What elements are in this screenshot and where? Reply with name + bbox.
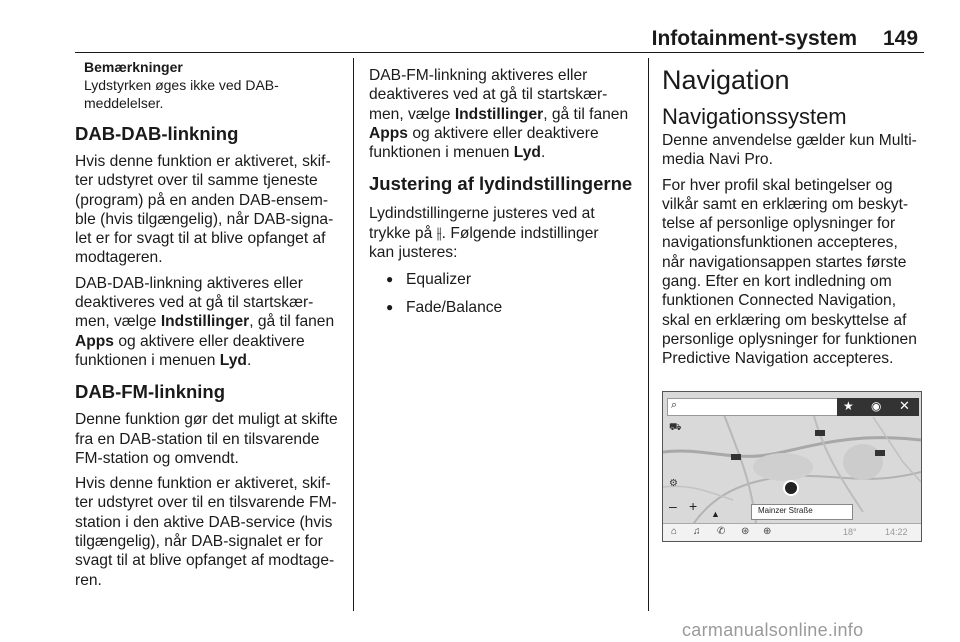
- favorites-star-icon[interactable]: ★: [843, 399, 854, 413]
- text-line: funktionen i menuen Lyd.: [75, 351, 252, 369]
- heading-dab-dab-linking: DAB-DAB-linkning: [75, 123, 239, 144]
- current-street-box: [751, 504, 853, 520]
- text-line: vilkår samt en erklæring om beskyt-: [662, 195, 909, 213]
- text-line: svagt til at blive opfanget af modtage-: [75, 552, 335, 570]
- poi-marker: [731, 454, 741, 460]
- text-line: ter udstyret over til samme tjeneste: [75, 172, 318, 190]
- route-icon[interactable]: ⛟: [669, 422, 682, 433]
- text-line: FM-station og omvendt.: [75, 449, 239, 467]
- text-line: men, vælge Indstillinger, gå til fanen: [75, 313, 335, 331]
- text-line: (program) på en anden DAB-ensem-: [75, 191, 329, 209]
- heading-dab-fm-linking: DAB-FM-linkning: [75, 381, 226, 403]
- text-line: DAB-FM-linkning aktiveres eller: [369, 67, 588, 84]
- menu-term: Indstillinger: [160, 313, 250, 331]
- settings-gear-icon[interactable]: ⚙: [669, 478, 678, 489]
- text-line: deaktiveres ved at gå til startskær-: [369, 86, 608, 104]
- text-line: trykke på ⫲. Følgende indstillinger: [369, 224, 599, 242]
- text-line: Denne funktion gør det muligt at skifte: [75, 411, 338, 429]
- text-line: For hver profil skal betingelser og: [662, 176, 893, 194]
- column-divider-1: [353, 58, 354, 611]
- page-number: 149: [883, 27, 919, 50]
- paragraph: [369, 66, 641, 162]
- heading-sound-settings: Justering af lydindstillingerne: [369, 173, 633, 195]
- temperature-readout: 18°: [843, 527, 857, 537]
- sound-settings-icon: ⫲: [436, 224, 442, 242]
- search-input[interactable]: [667, 398, 839, 416]
- text-line: når navigationsappen startes første: [662, 253, 907, 271]
- text-line: Denne anvendelse gælder kun Multi-: [662, 132, 917, 149]
- text-line: fra en DAB-station til en tilsvarende: [75, 430, 320, 448]
- poi-marker: [815, 430, 825, 436]
- menu-term: Lyd: [513, 144, 541, 162]
- text-line: skal en erklæring om beskyttelse af: [662, 311, 907, 329]
- column-divider-2: [648, 58, 649, 611]
- note-line: Lydstyrken øges ikke ved DAB-: [84, 77, 279, 93]
- menu-term: Indstillinger: [454, 105, 544, 123]
- phone-icon[interactable]: ✆: [717, 526, 726, 537]
- page-header-title: Infotainment-system: [651, 27, 857, 50]
- text-line: Predictive Navigation accepteres.: [662, 350, 894, 368]
- watermark: carmanualsonline.info: [682, 620, 864, 640]
- position-marker-icon: [783, 480, 799, 496]
- poi-marker: [875, 450, 885, 456]
- navigation-icon[interactable]: ⊛: [741, 526, 750, 537]
- clock-readout: 14:22: [885, 527, 908, 537]
- header-rule: [75, 52, 924, 53]
- text-line: Apps og aktivere eller deaktivere: [369, 124, 599, 142]
- text-line: ren.: [75, 571, 102, 589]
- text-line: Hvis denne funktion er aktiveret, skif-: [75, 153, 331, 170]
- close-icon[interactable]: ✕: [899, 398, 910, 413]
- column-1: [75, 58, 345, 590]
- paragraph: [662, 176, 927, 369]
- navigation-screen-image: [662, 391, 922, 542]
- text-line: tilgængelig), når DAB-signalet er for: [75, 533, 323, 551]
- zoom-controls: [667, 500, 707, 516]
- text-line: gang. Efter en kort indledning om: [662, 273, 892, 291]
- text-line: let er for svagt til at blive opfanget af: [75, 230, 326, 248]
- column-3: [662, 63, 927, 369]
- text-line: Apps og aktivere eller deaktivere: [75, 332, 305, 350]
- bottom-bar: [663, 523, 921, 542]
- text-line: DAB-DAB-linkning aktiveres eller: [75, 274, 303, 292]
- text-line: modtageren.: [75, 249, 163, 267]
- menu-term: Apps: [75, 332, 114, 350]
- map-mode-buttons: [711, 504, 735, 519]
- text-line: Hvis denne funktion er aktiveret, skif-: [75, 475, 331, 493]
- paragraph: [75, 410, 345, 468]
- heading-navigation: Navigation: [662, 65, 790, 95]
- column-2: [369, 66, 641, 317]
- menu-term: Apps: [369, 124, 408, 142]
- text-line: telse af personlige oplysninger for: [662, 215, 896, 233]
- search-icon: ⌕: [671, 399, 678, 411]
- paragraph: [75, 152, 345, 268]
- text-line: navigationsfunktionen accepteres,: [662, 234, 898, 252]
- zoom-in-button[interactable]: +: [689, 498, 698, 514]
- text-line: kan justeres:: [369, 244, 458, 262]
- menu-term: Lyd: [219, 351, 247, 369]
- text-line: station i den aktive DAB-service (hvis: [75, 513, 333, 531]
- text-line: funktionen Connected Navigation,: [662, 292, 897, 310]
- text-line: Lydindstillingerne justeres ved at: [369, 205, 595, 223]
- apps-icon[interactable]: ⊕: [763, 526, 772, 537]
- text-line: personlige oplysninger for funktionen: [662, 330, 917, 348]
- note-line: meddelelser.: [84, 95, 164, 111]
- heading-navigation-system: Navigationssystem: [662, 104, 847, 129]
- settings-list: [369, 270, 641, 317]
- home-icon[interactable]: ⌂: [671, 526, 678, 537]
- paragraph: [369, 204, 641, 262]
- current-street-label: Mainzer Straße: [758, 506, 813, 515]
- compass-icon[interactable]: ◉: [871, 399, 882, 413]
- note-heading: Bemærkninger: [84, 59, 183, 75]
- text-line: ble (hvis tilgængelig), når DAB-signa-: [75, 210, 334, 228]
- text-line: ter udstyret over til en tilsvarende FM-: [75, 494, 337, 512]
- paragraph: [662, 131, 927, 170]
- list-item: ● Equalizer: [369, 270, 641, 289]
- list-item: ● Fade/Balance: [369, 298, 641, 317]
- text-line: funktionen i menuen Lyd.: [369, 144, 546, 162]
- paragraph: [75, 474, 345, 590]
- zoom-out-button[interactable]: –: [669, 498, 677, 514]
- paragraph: [75, 274, 345, 370]
- text-line: media Navi Pro.: [662, 151, 773, 169]
- map-toolbar: [837, 398, 919, 416]
- note-box: [75, 58, 345, 112]
- text-line: men, vælge Indstillinger, gå til fanen: [369, 105, 629, 123]
- music-icon[interactable]: ♫: [693, 526, 701, 537]
- north-up-icon[interactable]: ▲: [711, 509, 720, 519]
- text-line: deaktiveres ved at gå til startskær-: [75, 294, 314, 312]
